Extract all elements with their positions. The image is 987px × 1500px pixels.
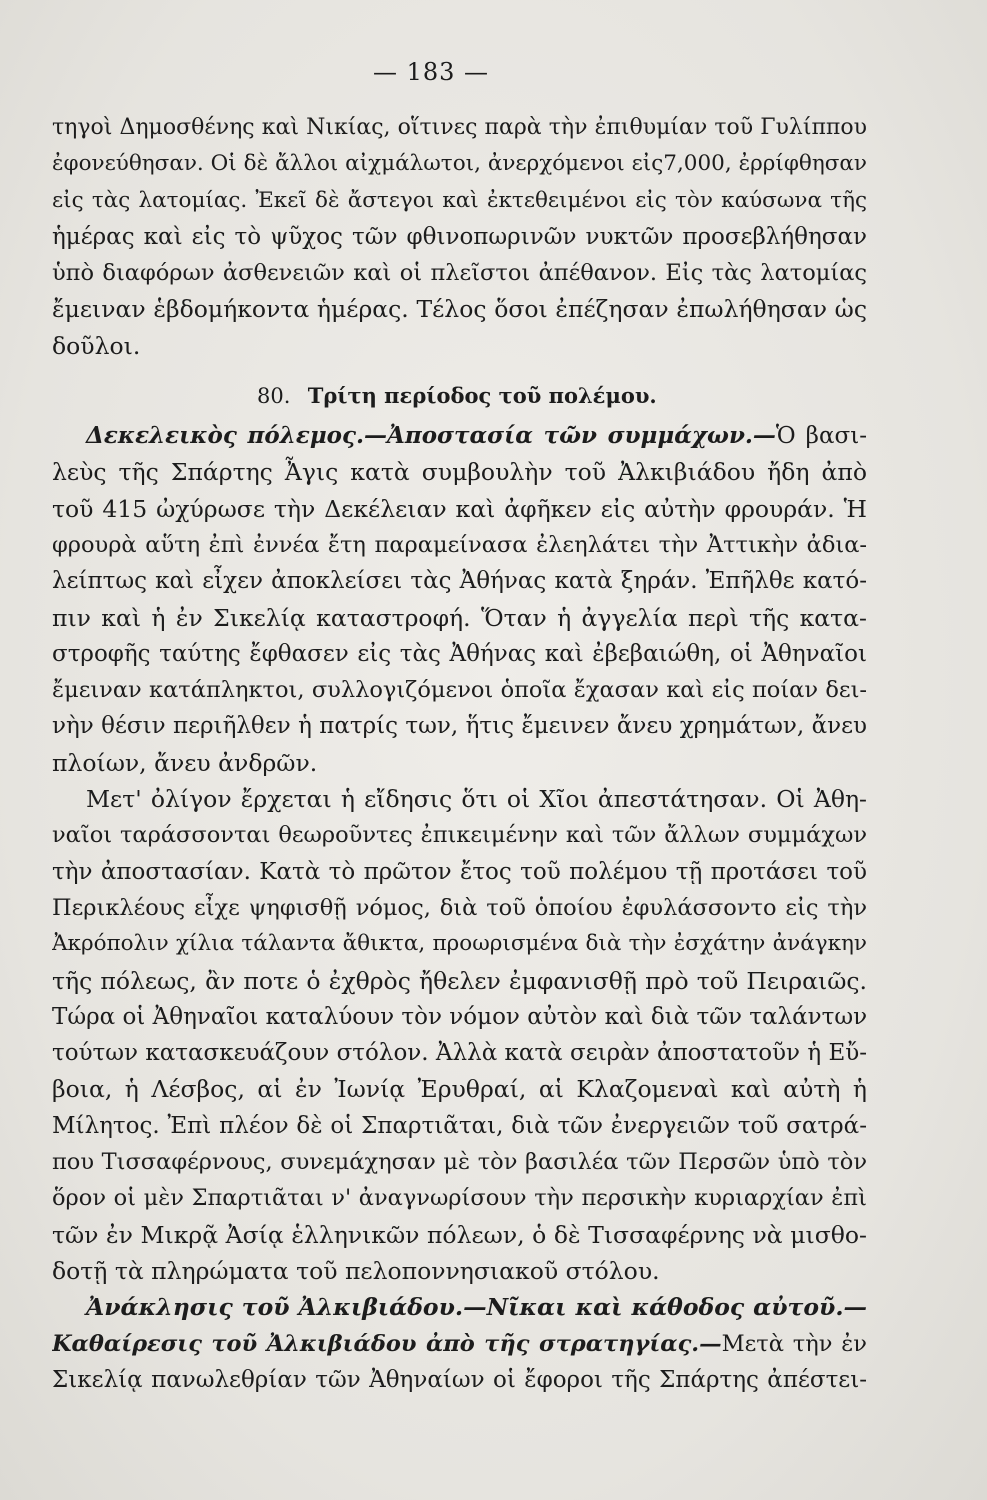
text-line: δοτῇ τὰ πληρώματα τοῦ πελοποννησιακοῦ στόλου. [52,1256,660,1285]
inline-heading: Δεκελεικὸς πόλεμος.—Ἀποστασία τῶν συμμάχων.— [86,422,776,450]
text-line: νὴν θέσιν περιῆλθεν ἡ πατρίς των, ἥτις ἔμεινεν ἄνευ χρημάτων, ἄνευ [52,713,867,740]
text-line: πλοίων, ἄνευ ἀνδρῶν. [52,748,318,777]
text-line: Ἀκρόπολιν χίλια τάλαντα ἄθικτα, προωρισμένα διὰ τὴν ἐσχάτην ἀνάγκην [52,931,867,957]
text-line: ὑπὸ διαφόρων ἀσθενειῶν καὶ οἱ πλεῖστοι ἀπέθανον. Εἰς τὰς λατομίας [52,260,867,287]
text-line: τῆς πόλεως, ἂν ποτε ὁ ἐχθρὸς ἤθελεν ἐμφανισθῇ πρὸ τοῦ Πειραιῶς. [52,966,867,995]
section-number: 80. [257,384,291,409]
text-line: που Τισσαφέρνους, συνεμάχησαν μὲ τὸν βασιλέα τῶν Περσῶν ὑπὸ τὸν [52,1149,867,1176]
text-line: ἔμειναν κατάπληκτοι, συλλογιζόμενοι ὁποῖα ἔχασαν καὶ εἰς ποίαν δει- [52,677,867,704]
text-line: φρουρὰ αὕτη ἐπὶ ἐννέα ἔτη παραμείνασα ἐλεηλάτει τὴν Ἀττικὴν ἀδια- [52,531,867,558]
text-line: Τώρα οἱ Ἀθηναῖοι καταλύουν τὸν νόμον αὐτὸν καὶ διὰ τῶν ταλάντων [52,1003,867,1030]
paragraph-1 [52,110,867,364]
text-line: εἰς τὰς λατομίας. Ἐκεῖ δὲ ἄστεγοι καὶ ἐκτεθειμένοι εἰς τὸν καύσωνα τῆς [52,187,867,213]
paragraph-3 [52,781,867,1289]
text-line: λείπτως καὶ εἶχεν ἀποκλείσει τὰς Ἀθήνας κατὰ ξηράν. Ἐπῆλθε κατό- [52,568,867,595]
text-line: τῶν ἐν Μικρᾷ Ἀσίᾳ ἑλληνικῶν πόλεων, ὁ δὲ Τισσαφέρνης νὰ μισθο- [52,1220,867,1249]
text-line [52,418,867,454]
text-line: τούτων κατασκευάζουν στόλον. Ἀλλὰ κατὰ σειρὰν ἀποστατοῦν ἡ Εὔ- [52,1040,867,1067]
text-line: λεὺς τῆς Σπάρτης Ἆγις κατὰ συμβουλὴν τοῦ Ἀλκιβιάδου ἤδη ἀπὸ [52,458,867,487]
text-line: στροφῆς ταύτης ἔφθασεν εἰς τὰς Ἀθήνας καὶ ἐβεβαιώθη, οἱ Ἀθηναῖοι [52,640,867,667]
paragraph-4 [52,1289,867,1398]
text-line: τοῦ 415 ὠχύρωσε τὴν Δεκέλειαν καὶ ἀφῆκεν εἰς αὐτὴν φρουράν. Ἡ [52,494,867,523]
text-line: τηγοὶ Δημοσθένης καὶ Νικίας, οἵτινες παρὰ τὴν ἐπιθυμίαν τοῦ Γυλίππου [52,115,867,140]
text-line: Μίλητος. Ἐπὶ πλέον δὲ οἱ Σπαρτιᾶται, διὰ τῶν ἐνεργειῶν τοῦ σατρά- [52,1112,867,1139]
text-line: ὅρον οἱ μὲν Σπαρτιᾶται ν' ἀναγνωρίσουν τὴν περσικὴν κυριαρχίαν ἐπὶ [52,1185,867,1212]
text-run: Μετὰ τὴν ἐν [721,1330,867,1357]
text-line: βοια, ἡ Λέσβος, αἱ ἐν Ἰωνίᾳ Ἐρυθραί, αἱ Κλαζομεναὶ καὶ αὐτὴ ἡ [52,1075,867,1104]
text-line: ναῖοι ταράσσονται θεωροῦντες ἐπικειμένην καὶ τῶν ἄλλων συμμάχων [52,822,867,849]
text-line: Σικελίᾳ πανωλεθρίαν τῶν Ἀθηναίων οἱ ἔφοροι τῆς Σπάρτης ἀπέστει- [52,1366,867,1393]
inline-heading: Ἀνάκλησις τοῦ Ἀλκιβιάδου.—Νῖκαι καὶ κάθοδος αὐτοῦ.— [86,1293,867,1322]
inline-heading: Καθαίρεσις τοῦ Ἀλκιβιάδου ἀπὸ τῆς στρατηγίας.— [52,1330,722,1357]
text-line: Μετ' ὀλίγον ἔρχεται ἡ εἴδησις ὅτι οἱ Χῖοι ἀπεστάτησαν. Οἱ Ἀθη- [86,785,867,814]
section-heading [52,378,867,418]
text-line: Περικλέους εἶχε ψηφισθῇ νόμος, διὰ τοῦ ὁποίου ἐφυλάσσοντο εἰς τὴν [52,894,867,921]
text-line: πιν καὶ ἡ ἐν Σικελίᾳ καταστροφή. Ὅταν ἡ ἀγγελία περὶ τῆς κατα- [52,603,867,632]
text-run: Ὁ βασι- [775,423,867,450]
section-title: Τρίτη περίοδος τοῦ πολέμου. [307,383,657,409]
text-line [52,1289,867,1325]
text-line: τὴν ἀποστασίαν. Κατὰ τὸ πρῶτον ἔτος τοῦ πολέμου τῇ προτάσει τοῦ [52,858,867,885]
text-line: ἔμειναν ἑβδομήκοντα ἡμέρας. Τέλος ὅσοι ἐπέζησαν ἐπωλήθησαν ὡς [52,295,867,324]
text-line: δοῦλοι. [52,331,141,360]
text-line: ἡμέρας καὶ εἰς τὸ ψῦχος τῶν φθινοπωρινῶν νυκτῶν προσεβλήθησαν [52,223,867,250]
text-line [52,1326,867,1362]
page-content [52,110,867,1398]
page-number: — 183 — [372,58,490,86]
text-line: ἐφονεύθησαν. Οἱ δὲ ἄλλοι αἰχμάλωτοι, ἀνερχόμενοι εἰς7,000, ἐρρίφθησαν [52,151,867,177]
paragraph-2 [52,418,867,781]
